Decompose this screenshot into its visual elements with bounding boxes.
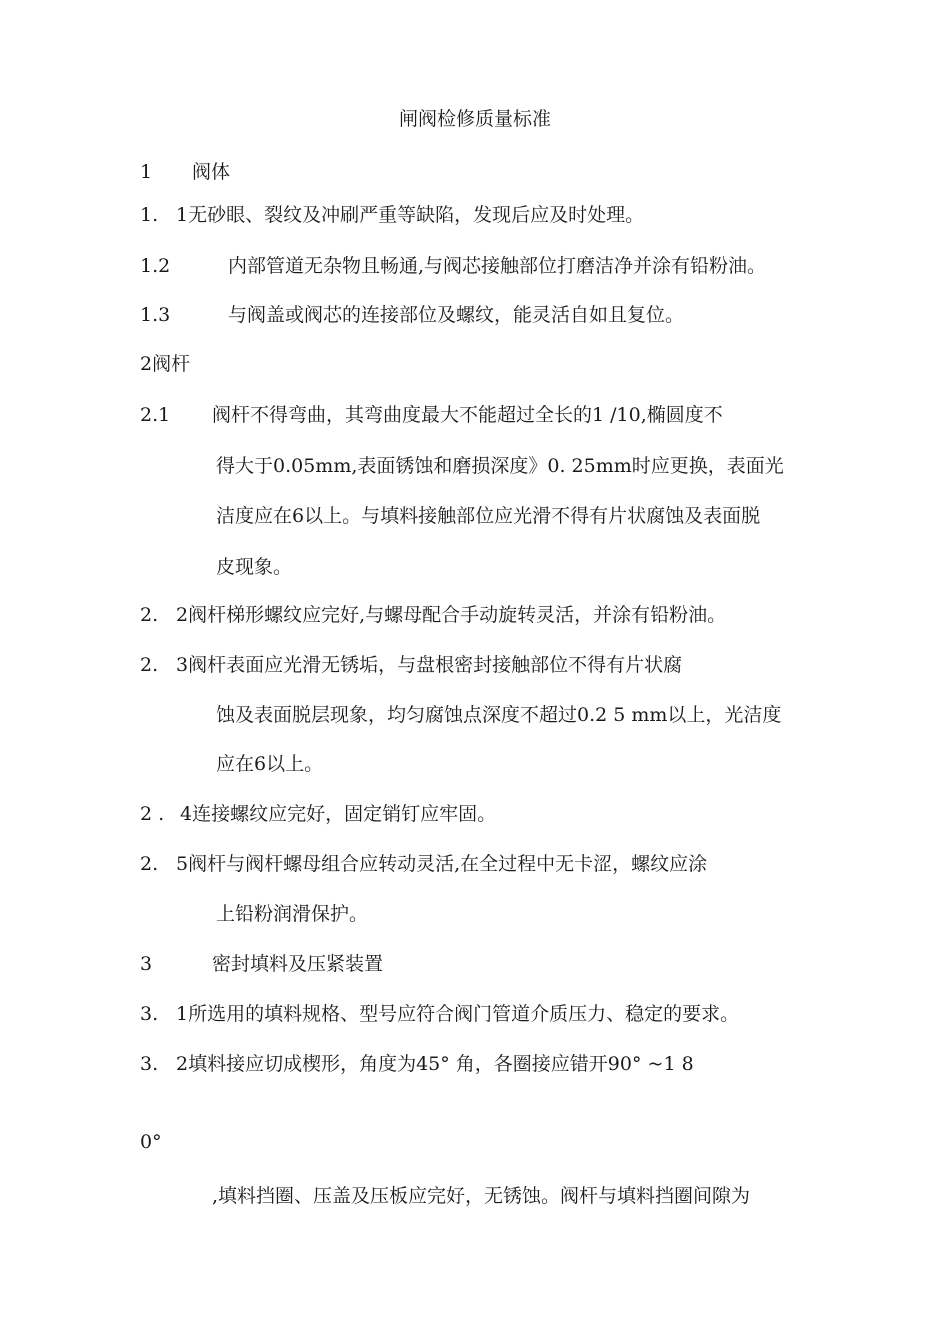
item-2-5-line-1: 5阀杆与阀杆螺母组合应转动灵活,在全过程中无卡涩，螺纹应涂 — [176, 853, 708, 875]
section-1-heading: 阀体 — [192, 161, 231, 183]
item-2-3-line-1: 3阀杆表面应光滑无锈垢，与盘根密封接触部位不得有片状腐 — [176, 654, 683, 676]
item-2-3-line-2: 蚀及表面脱层现象，均匀腐蚀点深度不超过0.2 5 mm以上，光洁度 — [216, 704, 782, 726]
item-1-3-text: 与阀盖或阀芯的连接部位及螺纹，能灵活自如且复位。 — [228, 304, 685, 326]
item-2-1-number: 2.1 — [140, 404, 171, 426]
section-3-heading: 密封填料及压紧装置 — [212, 953, 384, 975]
item-1-1-number: 1. — [140, 204, 159, 226]
item-3-2-text: 2填料接应切成楔形，角度为45° 角，各圈接应错开90° ~1 8 — [176, 1053, 694, 1075]
item-2-2-text: 2阀杆梯形螺纹应完好,与螺母配合手动旋转灵活，并涂有铅粉油。 — [176, 604, 727, 626]
item-3-2-tail: ,填料挡圈、压盖及压板应完好，无锈蚀。阀杆与填料挡圈间隙为 — [212, 1185, 751, 1207]
item-2-4-number: 2 . — [140, 803, 165, 825]
item-2-5-line-2: 上铅粉润滑保护。 — [216, 903, 369, 925]
section-1-number: 1 — [140, 161, 153, 183]
item-3-1-number: 3. — [140, 1003, 159, 1025]
item-1-2-text: 内部管道无杂物且畅通,与阀芯接触部位打磨洁净并涂有铅粉油。 — [228, 255, 767, 277]
item-1-2-number: 1.2 — [140, 255, 171, 277]
item-2-1-line-2: 得大于0.05mm,表面锈蚀和磨损深度》0. 25mm时应更换，表面光 — [216, 455, 784, 477]
item-3-2-number: 3. — [140, 1053, 159, 1075]
item-2-2-number: 2. — [140, 604, 159, 626]
item-1-1-text: 1无砂眼、裂纹及冲刷严重等缺陷，发现后应及时处理。 — [176, 204, 645, 226]
item-2-1-line-1: 阀杆不得弯曲，其弯曲度最大不能超过全长的1 /10,椭圆度不 — [212, 404, 723, 426]
item-2-1-line-3: 洁度应在6以上。与填料接触部位应光滑不得有片状腐蚀及表面脱 — [216, 505, 761, 527]
item-2-1-line-4: 皮现象。 — [216, 556, 293, 578]
document-title: 闸阀检修质量标准 — [398, 108, 551, 130]
item-2-4-text: 4连接螺纹应完好，固定销钉应牢固。 — [180, 803, 497, 825]
item-3-2-continuation: 0° — [140, 1131, 162, 1153]
item-2-3-line-3: 应在6以上。 — [216, 753, 324, 775]
section-2-heading: 2阀杆 — [140, 353, 191, 375]
item-3-1-text: 1所选用的填料规格、型号应符合阀门管道介质压力、稳定的要求。 — [176, 1003, 740, 1025]
section-3-number: 3 — [140, 953, 153, 975]
item-1-3-number: 1.3 — [140, 304, 171, 326]
item-2-3-number: 2. — [140, 654, 159, 676]
item-2-5-number: 2. — [140, 853, 159, 875]
